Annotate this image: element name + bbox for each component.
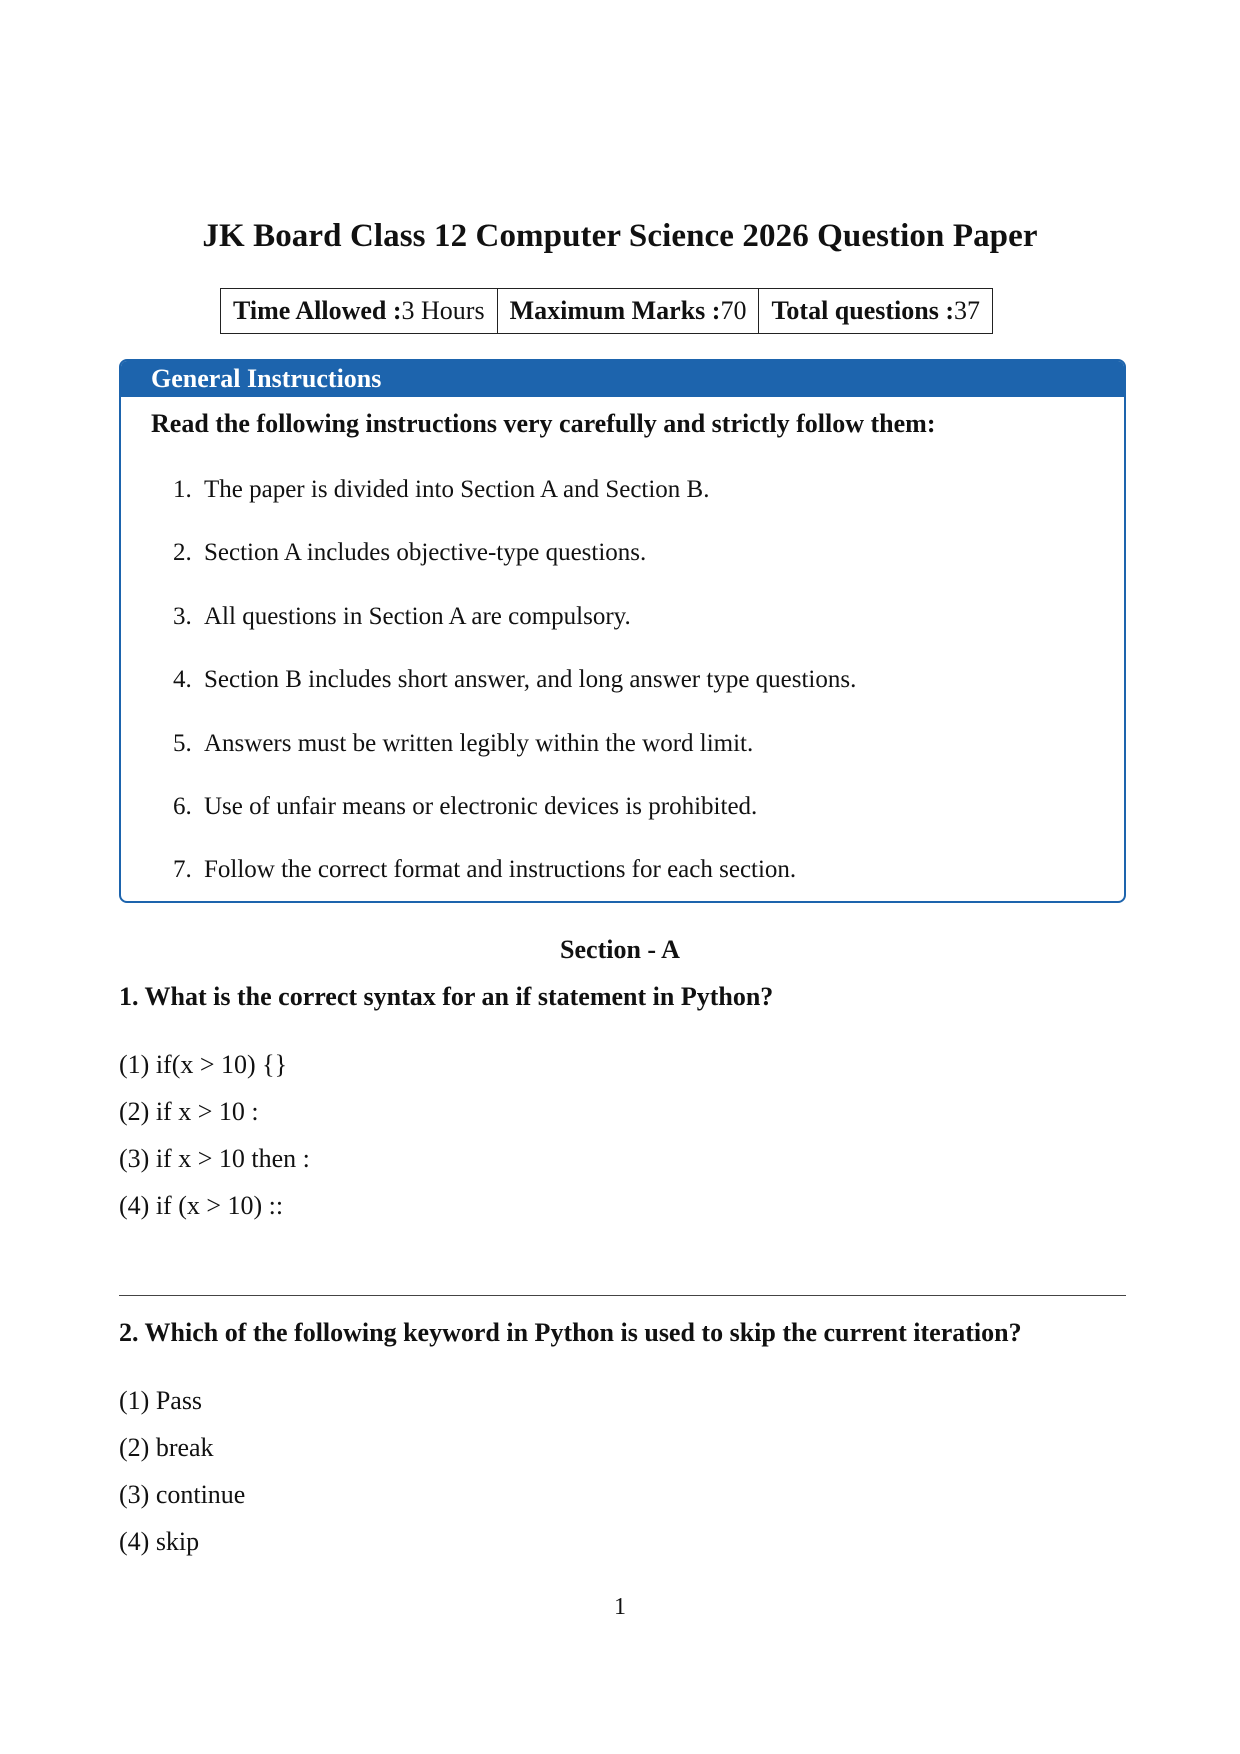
option-item: (3) if x > 10 then :	[119, 1144, 310, 1173]
option-item: (2) break	[119, 1433, 214, 1462]
instruction-number: 6.	[173, 792, 192, 820]
time-allowed-value: 3 Hours	[401, 296, 485, 325]
instruction-item	[173, 476, 856, 539]
question-divider	[119, 1295, 1126, 1296]
instruction-item	[173, 539, 856, 602]
option-item: (3) continue	[119, 1480, 246, 1509]
instruction-number: 1.	[173, 476, 192, 503]
instruction-item	[173, 856, 856, 903]
option-item: (1) Pass	[119, 1386, 203, 1415]
instruction-number: 4.	[173, 666, 192, 694]
instruction-text: Answers must be written legibly within the word limit.	[204, 729, 754, 757]
page-title: JK Board Class 12 Computer Science 2026 Question Paper	[202, 218, 1038, 254]
option-item: (4) if (x > 10) ::	[119, 1191, 284, 1220]
question-options	[119, 1386, 245, 1574]
instructions-intro: Read the following instructions very carefully and strictly follow them:	[151, 409, 936, 438]
instruction-text: Section A includes objective-type questions.	[204, 539, 647, 567]
instruction-text: All questions in Section A are compulsory.	[204, 602, 631, 630]
instructions-heading: General Instructions	[121, 361, 1124, 397]
option-item: (4) skip	[119, 1527, 200, 1556]
maximum-marks-cell	[498, 289, 760, 333]
question-options	[119, 1050, 310, 1238]
instruction-item	[173, 666, 856, 729]
instruction-number: 5.	[173, 729, 192, 757]
instruction-text: Follow the correct format and instructions for each section.	[204, 856, 797, 884]
total-questions-label: Total questions :	[771, 296, 954, 325]
instruction-number: 7.	[173, 856, 192, 884]
question-text: 2. Which of the following keyword in Python is used to skip the current iteration?	[119, 1318, 1022, 1347]
total-questions-value: 37	[954, 296, 980, 325]
instruction-item	[173, 793, 856, 856]
time-allowed-cell	[221, 289, 498, 333]
maximum-marks-label: Maximum Marks :	[509, 296, 721, 325]
instruction-item	[173, 730, 856, 793]
instructions-list	[173, 476, 856, 903]
question-text: 1. What is the correct syntax for an if statement in Python?	[119, 982, 774, 1011]
instruction-number: 3.	[173, 602, 192, 630]
option-item: (1) if(x > 10) {}	[119, 1050, 288, 1079]
instruction-text: Section B includes short answer, and long answer type questions.	[204, 666, 857, 694]
page-number: 1	[614, 1594, 626, 1620]
instruction-text: The paper is divided into Section A and Section B.	[204, 476, 710, 503]
exam-details-table	[220, 288, 993, 334]
total-questions-cell	[759, 289, 992, 333]
option-item: (2) if x > 10 :	[119, 1097, 259, 1126]
instruction-text: Use of unfair means or electronic devices is prohibited.	[204, 792, 758, 820]
section-heading: Section - A	[560, 935, 680, 964]
maximum-marks-value: 70	[720, 296, 747, 325]
general-instructions-box	[119, 359, 1126, 903]
instruction-number: 2.	[173, 539, 192, 567]
time-allowed-label: Time Allowed :	[233, 296, 402, 325]
instruction-item	[173, 603, 856, 666]
